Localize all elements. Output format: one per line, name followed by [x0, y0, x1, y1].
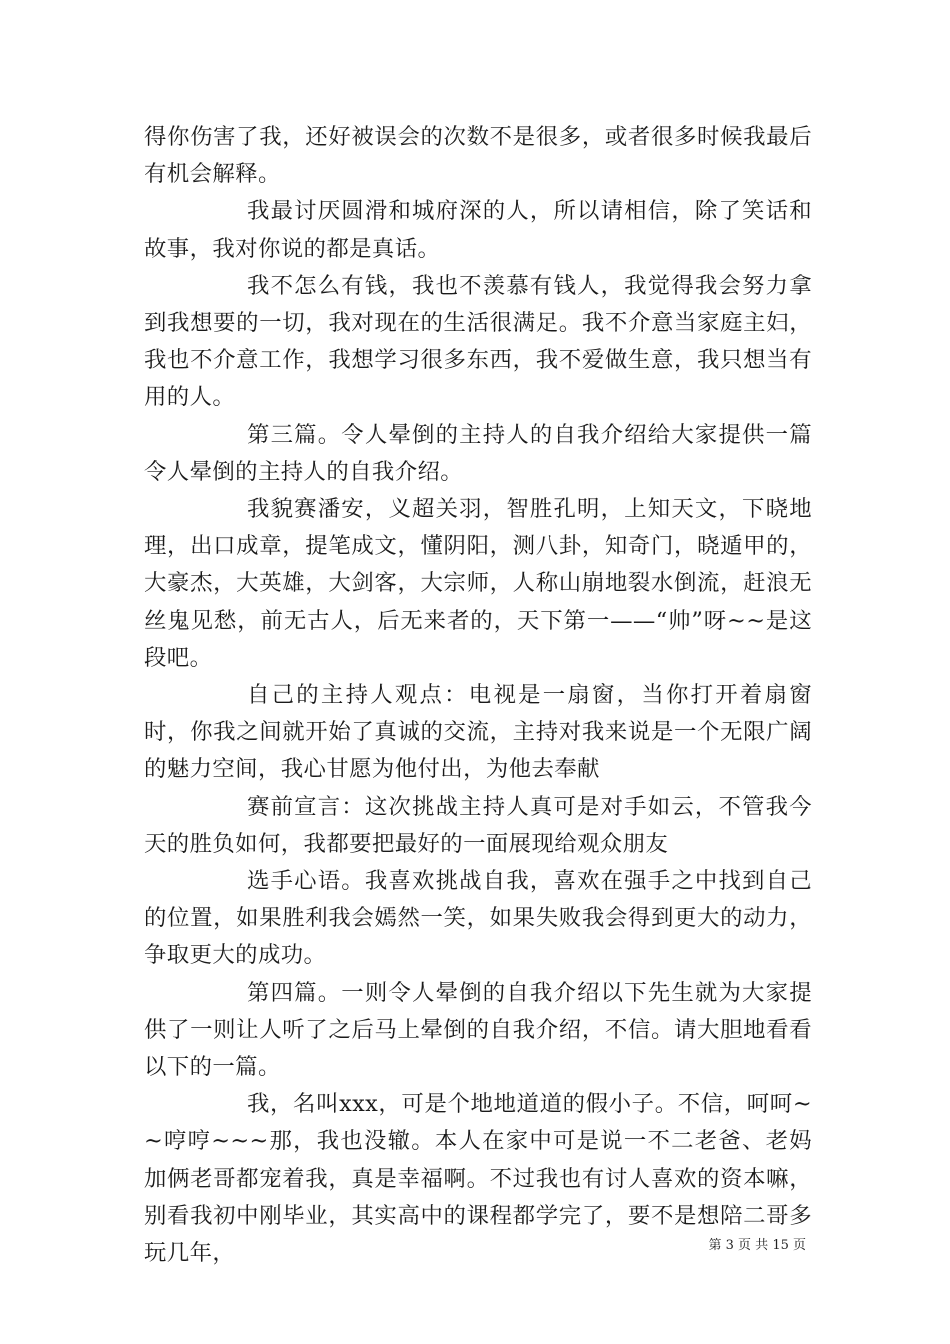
page-number-footer: 第 3 页 共 15 页: [708, 1238, 806, 1253]
paragraph-continuation: 得你伤害了我，还好被误会的次数不是很多，或者很多时候我最后有机会解释。: [144, 124, 812, 188]
paragraph: 赛前宣言：这次挑战主持人真可是对手如云，不管我今天的胜负如何，我都要把最好的一面展现给观众朋友: [144, 793, 812, 857]
paragraph: 自己的主持人观点：电视是一扇窗，当你打开着扇窗时，你我之间就开始了真诚的交流，主持对我来说是一个无限广阔的魅力空间，我心甘愿为他付出，为他去奉献: [144, 682, 812, 783]
paragraph: 我不怎么有钱，我也不羡慕有钱人，我觉得我会努力拿到我想要的一切，我对现在的生活很满足。我不介意当家庭主妇，我也不介意工作，我想学习很多东西，我不爱做生意，我只想当有用的人。: [144, 272, 812, 411]
paragraph: 我，名叫xxx，可是个地地道道的假小子。不信，呵呵~~哼哼~~~那，我也没辙。本人在家中可是说一不二老爸、老妈加俩老哥都宠着我，真是幸福啊。不过我也有讨人喜欢的资本嘛，别看我初中刚毕业，其实高中的课程都学完了，要不是想陪二哥多玩几年，: [144, 1091, 812, 1267]
document-body: [144, 119, 812, 1272]
paragraph: 我最讨厌圆滑和城府深的人，所以请相信，除了笑话和故事，我对你说的都是真话。: [144, 198, 812, 262]
paragraph-section-heading: 第四篇。一则令人晕倒的自我介绍以下先生就为大家提供了一则让人听了之后马上晕倒的自我介绍，不信。请大胆地看看以下的一篇。: [144, 979, 812, 1081]
paragraph: 我貌赛潘安，义超关羽，智胜孔明，上知天文，下晓地理，出口成章，提笔成文，懂阴阳，测八卦，知奇门，晓遁甲的，大豪杰，大英雄，大剑客，大宗师，人称山崩地裂水倒流，赶浪无丝鬼见愁，前无古人，后无来者的，天下第一——“帅”呀~~是这段吧。: [144, 496, 812, 671]
paragraph-section-heading: 第三篇。令人晕倒的主持人的自我介绍给大家提供一篇令人晕倒的主持人的自我介绍。: [144, 421, 812, 485]
paragraph: 选手心语。我喜欢挑战自我，喜欢在强手之中找到自己的位置，如果胜利我会嫣然一笑，如果失败我会得到更大的动力，争取更大的成功。: [144, 868, 812, 969]
